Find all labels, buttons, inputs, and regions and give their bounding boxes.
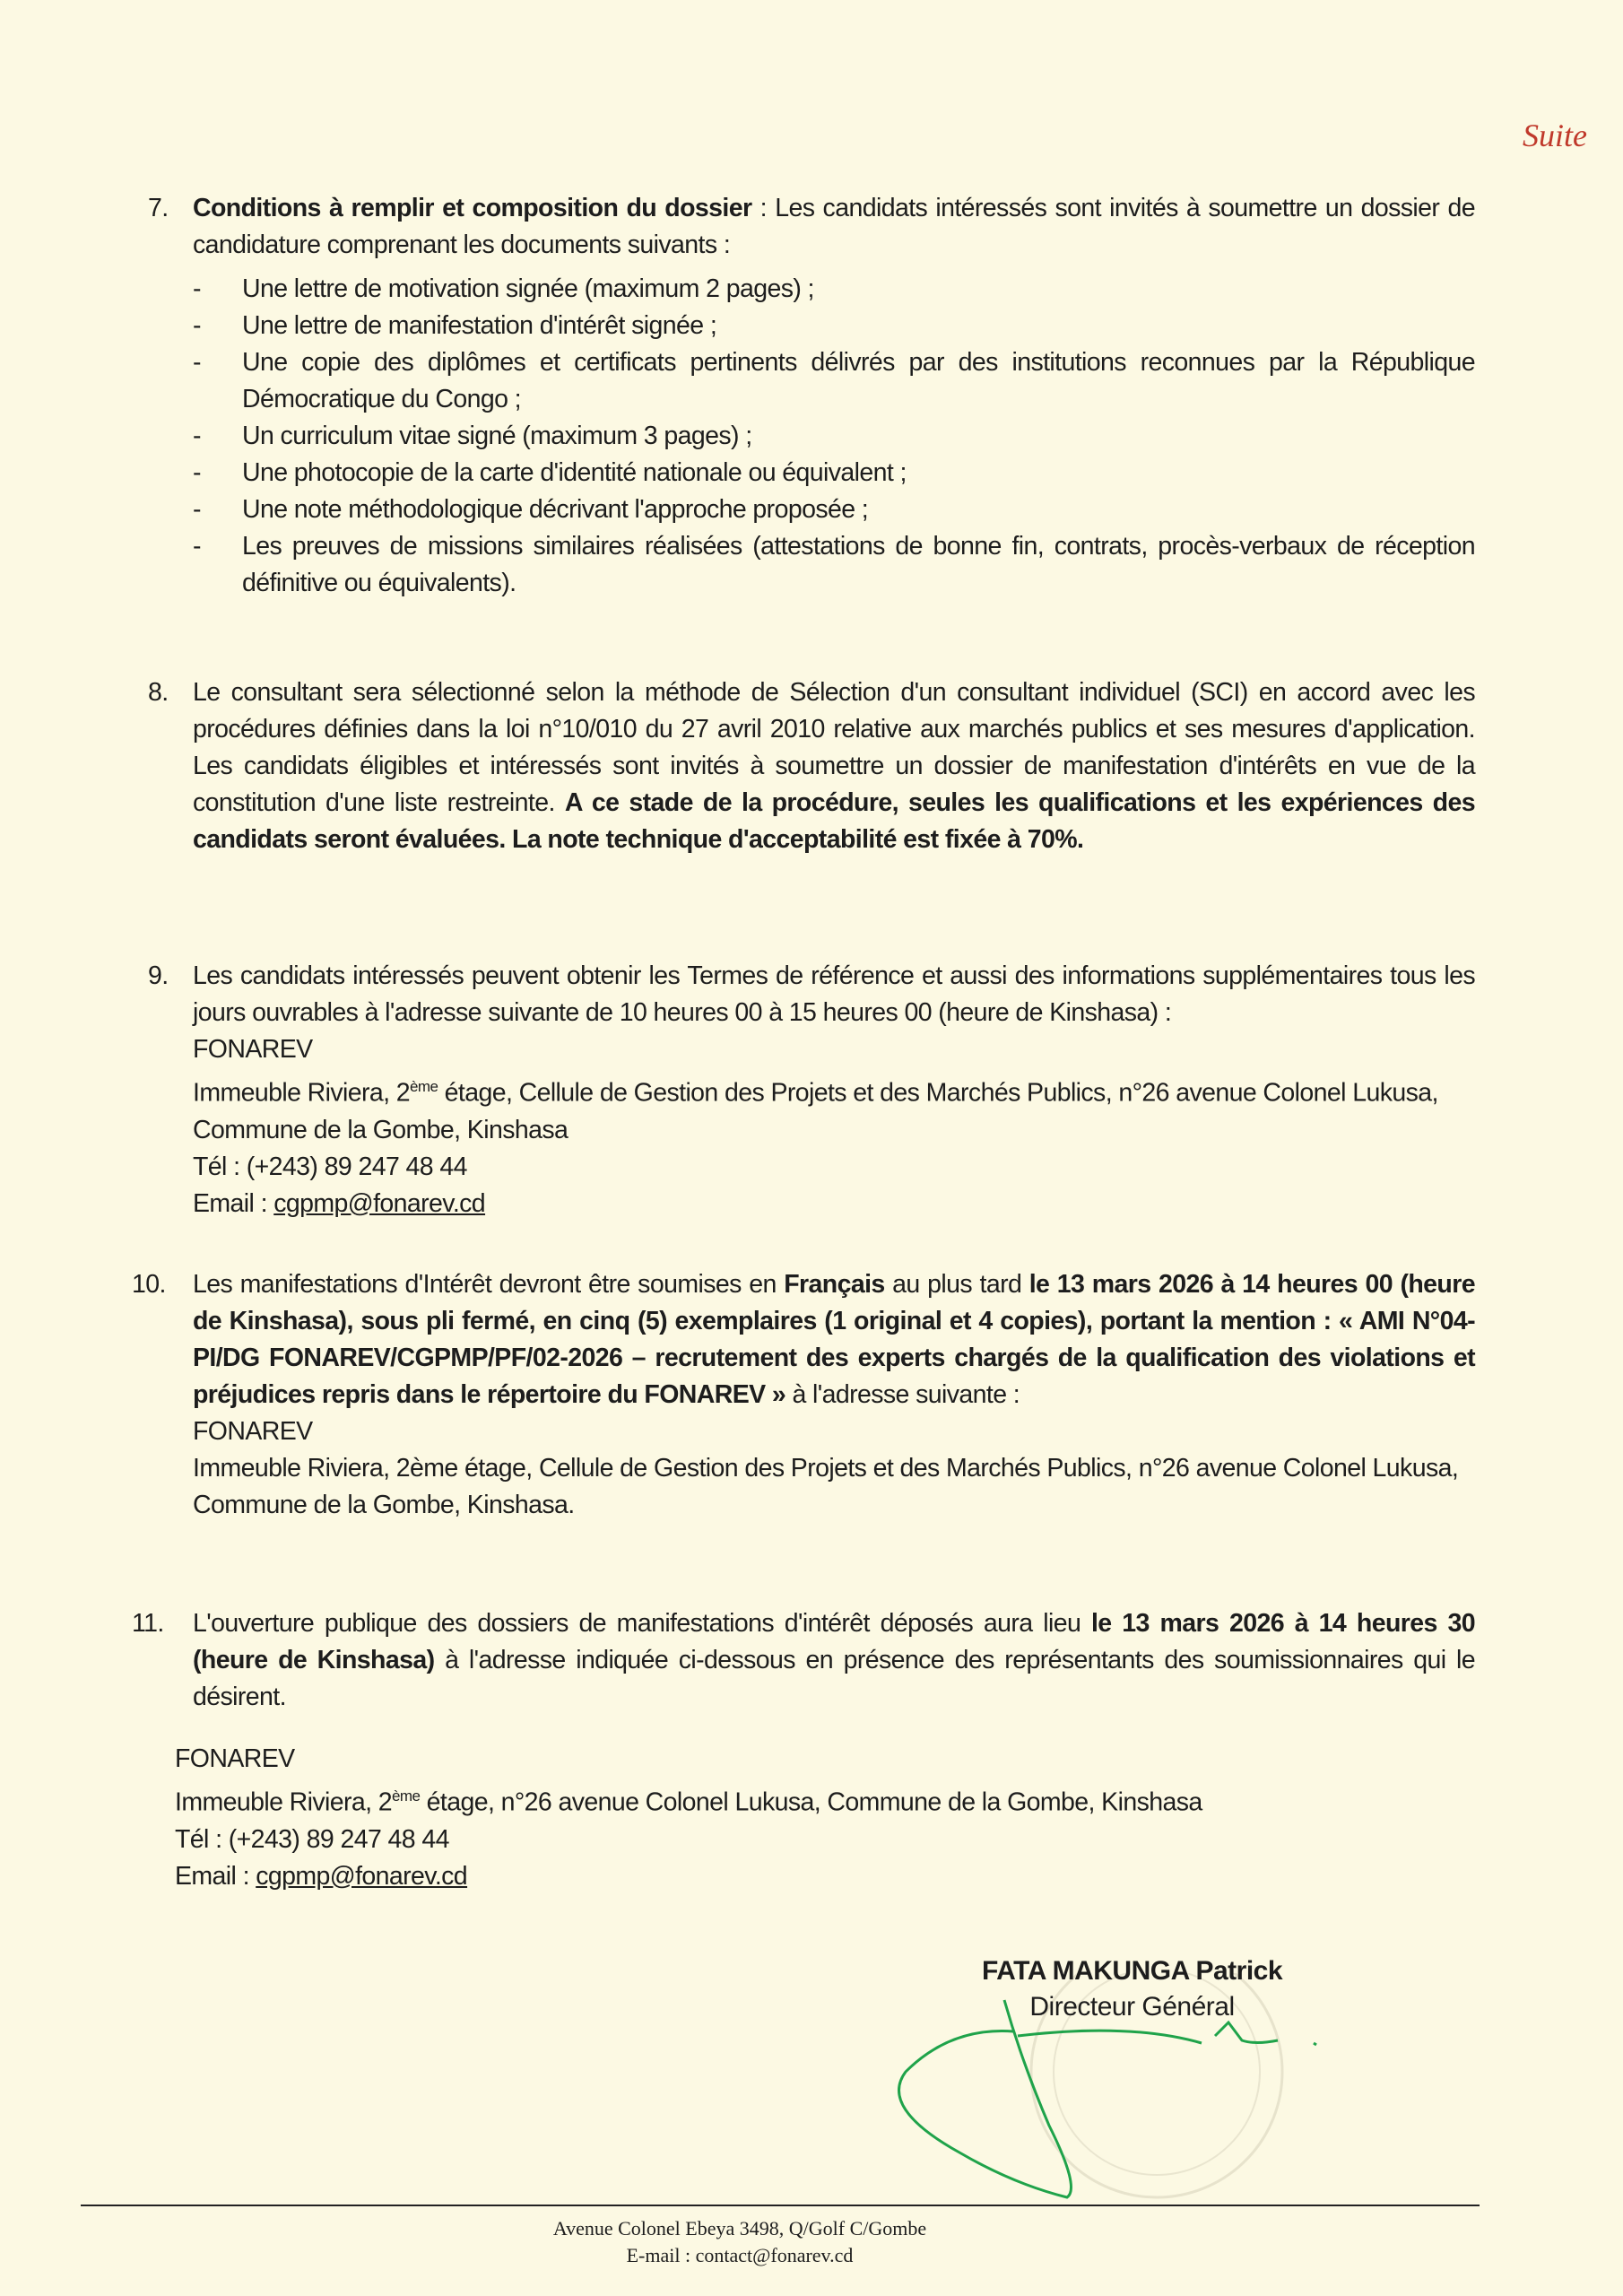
section-title: Conditions à remplir et composition du dossier [193,194,752,222]
section-7 [148,190,1475,602]
deadline: le 13 mars 2026 à 14 heures 00 (heure de Kinshasa), sous pli fermé, en cinq (5) exemplaires (1 original et 4 copies), portant la mention : « AMI N°04-PI/DG FONAREV/CGPMP/PF/02-2026 – recrutement des experts chargés de la qualification des violations et préjudices repris dans le répertoire du FONAREV » [193,1270,1475,1409]
opening-date: le 13 mars 2026 à 14 heures 30 (heure de Kinshasa) [193,1609,1475,1674]
list-item: - Une photocopie de la carte d'identité nationale ou équivalent ; [193,458,907,487]
list-item: - Un curriculum vitae signé (maximum 3 pages) ; [193,422,752,450]
section-10: 10. Les manifestations d'Intérêt devront être soumises en Français au plus tard le 13 mars 2026 à 14 heures 00 (heure de Kinshasa), sous pli fermé, en cinq (5) exemplaires (1 original et 4 copies), portant la mention : « AMI N°04-PI/DG FONAREV/CGPMP/PF/02-2026 – recrutement des experts chargés de la qualification des violations et préjudices repris dans le répertoire du FONAREV » à l'adresse suivante : FONAREV Immeuble Riviera, 2ème étage, Cellule de Gestion des Projets et des Marchés Publics, n°26 avenue Colonel Lukusa, Commune de la Gombe, Kinshasa. [148,1266,1475,1524]
signatory-title: Directeur Général [1029,1992,1235,2022]
phone: Tél : (+243) 89 247 48 44 [193,1152,467,1181]
item-number: 7. [148,194,169,222]
list-item: - Une note méthodologique décrivant l'approche proposée ; [193,495,869,524]
signatory-name: FATA MAKUNGA Patrick [982,1956,1283,1986]
signatory-block [982,1953,1282,2025]
list-item: - Les preuves de missions similaires réalisées (attestations de bonne fin, contrats, procès-verbaux de réception définitive ou équivalents). [193,532,1475,597]
address-block: FONAREV Immeuble Riviera, 2ème étage, Cellule de Gestion des Projets et des Marchés Publics, n°26 avenue Colonel Lukusa, Commune de la Gombe, Kinshasa Tél : (+243) 89 247 48 44 Email : cgpmp@fonarev.cd [193,1031,1475,1222]
address-block: FONAREV Immeuble Riviera, 2ème étage, n°26 avenue Colonel Lukusa, Commune de la Gombe, Kinshasa Tél : (+243) 89 247 48 44 Email : cgpmp@fonarev.cd [175,1741,1475,1895]
footer-divider [81,2205,1480,2206]
list-item: - Une copie des diplômes et certificats pertinents délivrés par des institutions reconnues par la République Démocratique du Congo ; [193,348,1475,413]
email-link[interactable]: cgpmp@fonarev.cd [256,1861,468,1891]
evaluation-note: A ce stade de la procédure, seules les qualifications et les expériences des candidats seront évaluées. La note technique d'acceptabilité est fixée à 70%. [193,788,1475,854]
section-9: 9. Les candidats intéressés peuvent obtenir les Termes de référence et aussi des informations supplémentaires tous les jours ouvrables à l'adresse suivante de 10 heures 00 à 15 heures 00 (heure de Kinshasa) : FONAREV Immeuble Riviera, 2ème étage, Cellule de Gestion des Projets et des Marchés Publics, n°26 avenue Colonel Lukusa, Commune de la Gombe, Kinshasa Tél : (+243) 89 247 48 44 Email : cgpmp@fonarev.cd [148,958,1475,1222]
section-8: 8. Le consultant sera sélectionné selon la méthode de Sélection d'un consultant individuel (SCI) en accord avec les procédures définies dans la loi n°10/010 du 27 avril 2010 relative aux marchés publics et ses mesures d'application. Les candidats éligibles et intéressés sont invités à soumettre un dossier de manifestation d'intérêts en vue de la constitution d'une liste restreinte. A ce stade de la procédure, seules les qualifications et les expériences des candidats seront évaluées. La note technique d'acceptabilité est fixée à 70%. [148,674,1475,858]
section-11: 11. L'ouverture publique des dossiers de manifestations d'intérêt déposés aura lieu le 13 mars 2026 à 14 heures 30 (heure de Kinshasa) à l'adresse indiquée ci-dessous en présence des représentants des soumissionnaires qui le désirent. FONAREV Immeuble Riviera, 2ème étage, n°26 avenue Colonel Lukusa, Commune de la Gombe, Kinshasa Tél : (+243) 89 247 48 44 Email : cgpmp@fonarev.cd [148,1605,1475,1895]
email-link[interactable]: cgpmp@fonarev.cd [273,1188,486,1218]
list-item: - Une lettre de manifestation d'intérêt signée ; [193,311,717,340]
list-item: - Une lettre de motivation signée (maximum 2 pages) ; [193,274,814,303]
footer-address: Avenue Colonel Ebeya 3498, Q/Golf C/Gombe [552,2217,927,2239]
footer [0,2215,1480,2269]
address-block: FONAREV Immeuble Riviera, 2ème étage, Cellule de Gestion des Projets et des Marchés Publics, n°26 avenue Colonel Lukusa, Commune de la Gombe, Kinshasa. [193,1417,1459,1519]
section-intro: : Les candidats intéressés sont invités à soumettre un dossier de candidature comprenant les documents suivants : [193,194,1475,259]
item-number: 9. [148,961,169,990]
footer-email: E-mail : contact@fonarev.cd [626,2244,854,2266]
item-number: 11. [132,1609,164,1638]
suite-mark: Suite [1523,117,1587,153]
item-number: 8. [148,678,169,707]
phone: Tél : (+243) 89 247 48 44 [175,1824,449,1854]
signature-icon [899,2000,1317,2197]
item-number: 10. [132,1270,166,1299]
